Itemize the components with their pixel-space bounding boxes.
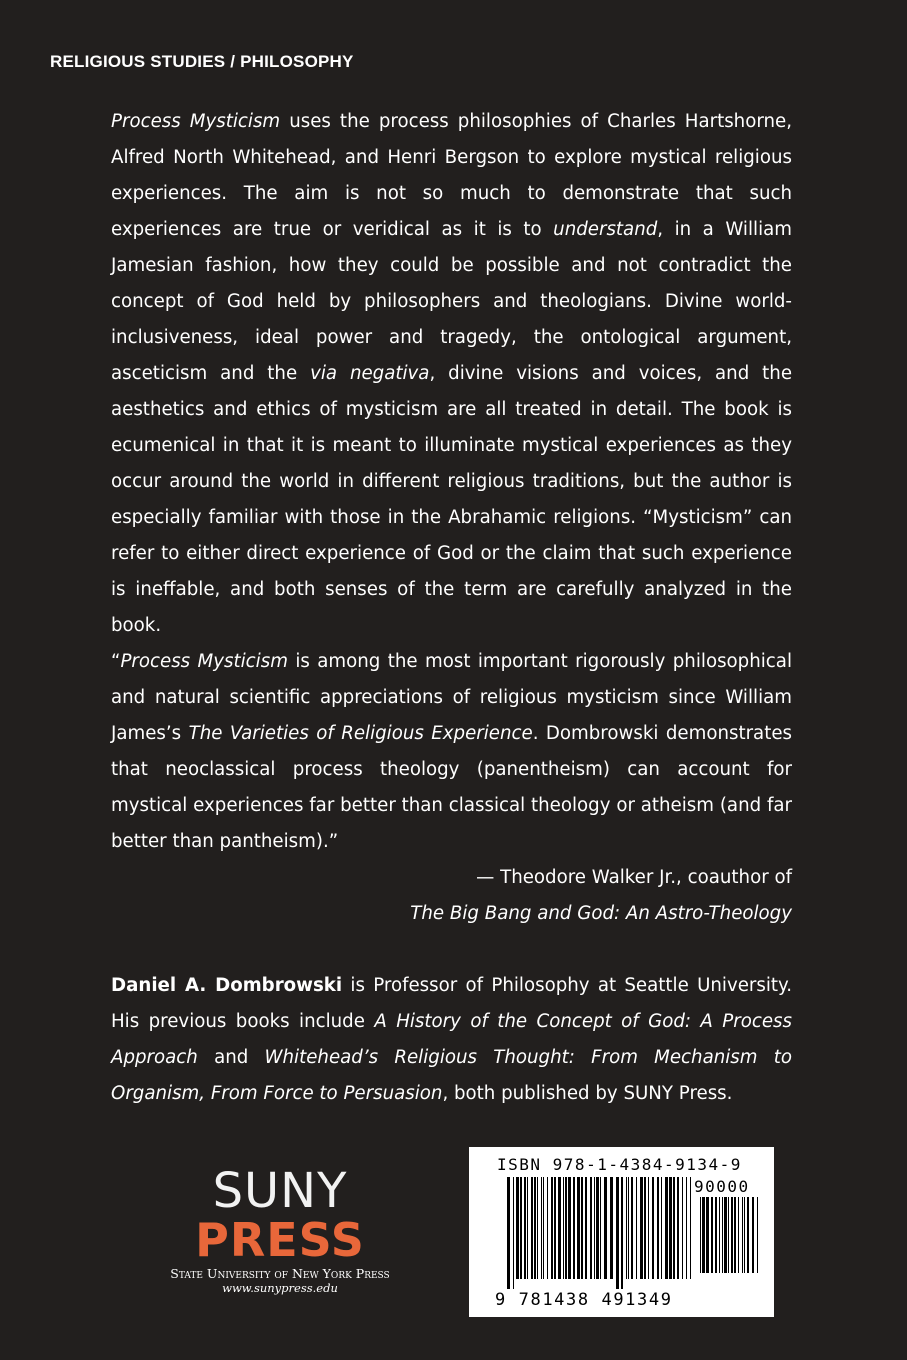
author-bio: Daniel A. Dombrowski is Professor of Philosophy at Seattle University. His previous books include A History of the Concept of God: A Process Approach and Whitehead’s Religious Thought: From Mechanism to Organism, From Force to Persuasion, both published by SUNY Press. <box>111 975 793 1104</box>
barcode-bar <box>534 1177 536 1279</box>
barcode-bar <box>568 1177 571 1279</box>
category-label: RELIGIOUS STUDIES / PHILOSOPHY <box>50 52 354 71</box>
barcode-bar <box>600 1177 601 1279</box>
barcode-bar <box>702 1197 705 1273</box>
barcode-bar <box>507 1177 510 1289</box>
price-code: 90000 <box>694 1177 750 1196</box>
attribution-name: — Theodore Walker Jr., coauthor of <box>476 867 792 888</box>
barcode-bar <box>690 1177 691 1279</box>
barcode-bar <box>621 1177 623 1289</box>
barcode-bar <box>537 1177 538 1279</box>
barcode-bar <box>577 1177 580 1279</box>
barcode-bar <box>513 1177 514 1289</box>
barcode-bar <box>524 1177 526 1279</box>
barcode-bar <box>719 1197 720 1273</box>
endorsement-quote: “Process Mysticism is among the most important rigorously philosophical and natural scientific appreciations of religious mysticism since William James’s The Varieties of Religious Experience. Dombrowski demonstrates that neoclassical process theology (panentheism) can account for mystical experiences far better than classical theology or atheism (and far better than pantheism).” <box>111 651 792 852</box>
barcode-bar <box>636 1177 637 1279</box>
quote-attribution <box>410 860 792 932</box>
barcode-bar <box>677 1177 679 1279</box>
barcode-bar <box>520 1177 522 1279</box>
ean-barcode-bars <box>507 1177 693 1289</box>
book-description: Process Mysticism uses the process philosophies of Charles Hartshorne, Alfred North Whitehead, and Henri Bergson to explore mystical religious experiences. The aim is not so much to demonstrate that such experiences are true or veridical as it is to understand, in a William Jamesian fashion, how they could be possible and not contradict the concept of God held by philosophers and theologians. Divine world-inclusiveness, ideal power and tragedy, the ontological argument, asceticism and the via negativa, divine visions and voices, and the aesthetics and ethics of mysticism are all treated in detail. The book is ecumenical in that it is meant to illuminate mystical experiences as they occur around the world in different religious traditions, but the author is especially familiar with those in the Abrahamic religions. “Mysticism” can refer to either direct experience of God or the claim that such experience is ineffable, and both senses of the term are carefully analyzed in the book. <box>111 111 793 636</box>
barcode-bar <box>604 1177 607 1279</box>
barcode-bar <box>724 1197 727 1273</box>
barcode-bar <box>596 1177 599 1279</box>
barcode-bar <box>551 1177 553 1279</box>
barcode-bar <box>744 1197 745 1273</box>
barcode-bar <box>554 1177 556 1279</box>
barcode-bar <box>563 1177 564 1279</box>
barcode-bar <box>728 1197 729 1273</box>
barcode-bar <box>644 1177 646 1279</box>
barcode-bar <box>531 1177 533 1279</box>
barcode-bar <box>543 1177 544 1279</box>
barcode-bar <box>669 1177 672 1279</box>
barcode-bar <box>610 1177 613 1279</box>
barcode-bar <box>585 1177 587 1279</box>
barcode-bar <box>573 1177 575 1279</box>
barcode-bar <box>711 1197 713 1273</box>
barcode-bar <box>673 1177 675 1279</box>
barcode-bar <box>631 1177 633 1279</box>
barcode-bar <box>616 1177 619 1289</box>
barcode-bar <box>738 1197 739 1273</box>
barcode-bar <box>742 1197 743 1273</box>
book-title: Process Mysticism <box>111 111 281 132</box>
logo-press-text: PRESS <box>195 1213 365 1267</box>
isbn-barcode <box>469 1147 774 1317</box>
barcode-bar <box>715 1197 717 1273</box>
barcode-bar <box>648 1177 649 1279</box>
isbn-text: ISBN 978-1-4384-9134-9 <box>497 1155 742 1174</box>
barcode-bar <box>686 1177 687 1279</box>
ean-digits: 9 781438 491349 <box>495 1290 673 1310</box>
barcode-bar <box>581 1177 583 1279</box>
barcode-bar <box>516 1177 519 1279</box>
barcode-bar <box>722 1197 723 1273</box>
author-name: Daniel A. Dombrowski <box>111 975 343 996</box>
attribution-book: The Big Bang and God: An Astro-Theology <box>410 903 792 924</box>
logo-suny-text: SUNY <box>212 1163 348 1219</box>
barcode-bar <box>547 1177 548 1279</box>
addon-barcode-bars <box>700 1197 758 1283</box>
barcode-bar <box>661 1177 662 1279</box>
publisher-url: www.sunypress.edu <box>222 1281 338 1295</box>
barcode-bar <box>665 1177 668 1279</box>
barcode-bar <box>757 1197 758 1273</box>
barcode-bar <box>590 1177 592 1279</box>
barcode-bar <box>565 1177 567 1279</box>
suny-press-logo <box>160 1163 400 1295</box>
publisher-full-name: State University of New York Press <box>170 1266 390 1281</box>
barcode-bar <box>527 1177 528 1279</box>
barcode-bar <box>747 1197 749 1273</box>
barcode-bar <box>558 1177 561 1279</box>
barcode-bar <box>594 1177 595 1279</box>
barcode-bar <box>752 1197 754 1273</box>
barcode-bar <box>706 1197 709 1273</box>
barcode-bar <box>731 1197 733 1273</box>
barcode-bar <box>652 1177 654 1279</box>
barcode-bar <box>700 1197 701 1273</box>
barcode-bar <box>640 1177 643 1279</box>
barcode-bar <box>626 1177 627 1279</box>
barcode-bar <box>628 1177 629 1279</box>
barcode-bar <box>657 1177 659 1279</box>
barcode-bar <box>734 1197 736 1273</box>
barcode-bar <box>541 1177 542 1279</box>
barcode-bar <box>682 1177 683 1279</box>
